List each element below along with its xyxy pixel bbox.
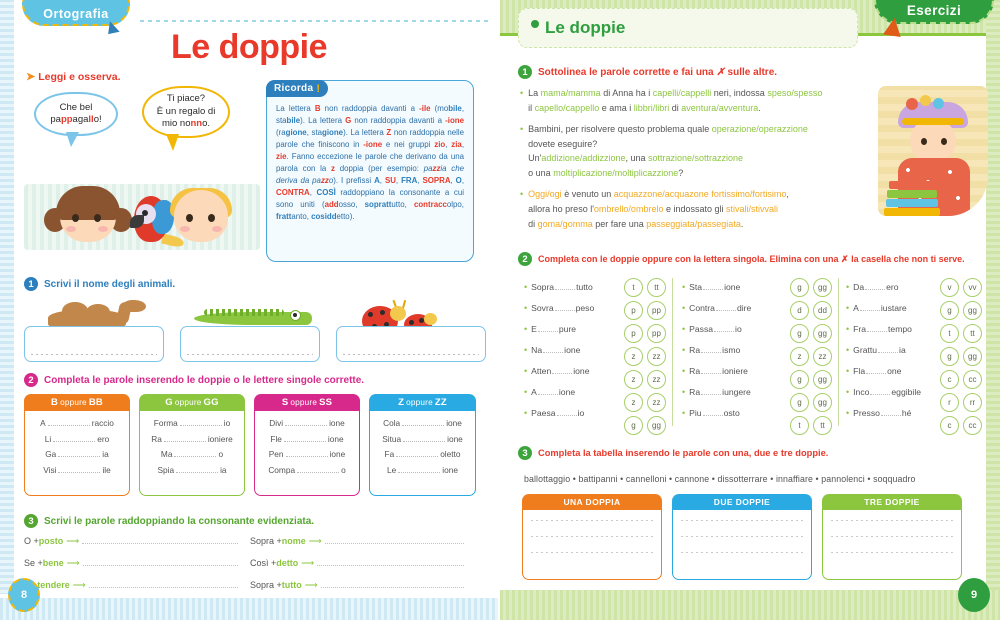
table-body-due-doppie[interactable]	[672, 510, 812, 580]
girl-eye-right	[94, 214, 101, 222]
doubles-table	[24, 394, 476, 496]
girl-cheek-right	[98, 226, 108, 232]
bullet-icon: •	[520, 189, 524, 200]
animal-input-2[interactable]	[180, 326, 320, 362]
doubles-column-s-header: S oppure SS	[254, 394, 360, 411]
ricorda-exclamation-icon: !	[316, 82, 321, 95]
word-pair-3[interactable]: Se + bene ⟶	[24, 556, 250, 569]
exercise-3-number-right: 3	[518, 446, 532, 460]
exercise-1-number: 1	[24, 277, 38, 291]
girl-eye-left	[72, 214, 79, 222]
girl-eye-right-right	[941, 138, 947, 145]
exercise-3-heading-left	[24, 514, 314, 528]
choice-single[interactable]: r	[940, 393, 959, 412]
ex2-column-1-choices	[624, 278, 666, 435]
ex2-column-2-choices	[790, 278, 832, 435]
word-pair-6[interactable]: Sopra + tutto ⟶	[250, 578, 476, 591]
list-item[interactable]: • Na ione	[524, 344, 581, 355]
doubles-column-g	[139, 394, 245, 496]
hat-flower-1	[906, 98, 918, 110]
choice-single[interactable]: v	[940, 278, 959, 297]
table-body-una-doppia[interactable]	[522, 510, 662, 580]
exercise-3-heading-right	[518, 446, 828, 460]
list-item[interactable]: • Inco eggibile	[846, 386, 922, 397]
exercise-1-heading-right	[518, 65, 777, 79]
boy-head	[174, 190, 228, 242]
hat-flower-2	[920, 95, 931, 106]
choice-double[interactable]: rr	[963, 393, 982, 412]
exercise-2-number: 2	[24, 373, 38, 387]
table-row: Forma io	[153, 418, 231, 428]
list-item[interactable]	[520, 187, 860, 231]
book-stack	[884, 178, 940, 216]
speech-bubble-girl: Che bel pappagallo!	[34, 92, 118, 136]
choice-double[interactable]: tt	[963, 324, 982, 343]
left-page-edge-gap	[14, 0, 17, 620]
exercise-1-title: Scrivi il nome degli animali.	[44, 278, 176, 290]
choice-double[interactable]: gg	[813, 393, 832, 412]
boy-eye-left	[186, 214, 193, 222]
animal-answer-boxes	[24, 300, 476, 362]
word-pair-2[interactable]: Sopra + nome ⟶	[250, 534, 476, 547]
table-row: Compa o	[268, 464, 346, 475]
choice-single[interactable]: d	[790, 301, 809, 320]
exercise-1-heading-left	[24, 277, 175, 291]
boy-eye-right	[208, 214, 215, 222]
left-page	[0, 0, 498, 620]
exercise-3-wordbank: ballottaggio • battipanni • cannelloni • cannone • dissotterrare • innaffiare • pannolenci • soqquadro	[524, 474, 916, 484]
choice-double[interactable]: tt	[813, 416, 832, 435]
exercise-3-row	[24, 534, 476, 547]
doubles-column-b-header: B oppure BB	[24, 394, 130, 411]
table-column-due-doppie	[672, 494, 812, 580]
table-row: A raccio	[40, 418, 114, 428]
list-item[interactable]: • Fla one	[846, 365, 902, 376]
list-item[interactable]: • A ione	[524, 386, 576, 397]
exercise-3-row	[24, 556, 476, 569]
choice-double[interactable]: pp	[647, 301, 666, 320]
left-page-edge-pattern	[0, 0, 14, 620]
doubles-classification-table	[522, 494, 962, 580]
left-page-bottom-pattern	[0, 598, 498, 620]
arrow-icon: ➤	[26, 71, 36, 83]
list-item[interactable]: • Atten ione	[524, 365, 590, 376]
right-page-title: Le doppie	[545, 18, 626, 37]
choice-double[interactable]: pp	[647, 324, 666, 343]
exercise-3-rows	[24, 534, 476, 600]
choice-single[interactable]: g	[790, 324, 809, 343]
exercise-3-row	[24, 578, 476, 591]
table-row: Ra ioniere	[151, 433, 233, 444]
ricorda-text: La lettera B non raddoppia davanti a -ile (mobile, stabile). La lettera G non raddoppia davanti a -ione (ragione, stagione). La lettera Z non raddoppia nelle parole che finiscono in -ione e nei gruppi zio, zia, zie. Fanno eccezione le parole che derivano da una parola con la z doppia (per esempio: pazzia che deriva da pazzo). I prefissi A, SU, FRA, SOPRA, O, CONTRA, COSÌ raddoppiano la consonante a cui sono uniti (addosso, soprattutto, contraccolpo, frattanto, cosiddetto).	[276, 104, 465, 222]
column-divider-1	[672, 278, 673, 426]
choice-single[interactable]: g	[790, 370, 809, 389]
list-item-text: Bambini, per risolvere questo problema quale operazione/operazzione dovete eseguire? Un'addizione/addizzione, una sottrazione/sottrazzione o una moltiplicazione/moltiplicazzione?	[528, 124, 808, 178]
choice-single[interactable]: p	[624, 301, 643, 320]
choice-single[interactable]: t	[940, 324, 959, 343]
choice-single[interactable]: g	[790, 278, 809, 297]
list-item-text: La mama/mamma di Anna ha i capelli/cappelli neri, indossa speso/spesso il capello/cappello e ama i libbri/libri di aventura/avventura.	[528, 88, 823, 113]
bullet-icon: •	[520, 88, 524, 98]
page-number-right: 9	[958, 578, 990, 612]
choice-double[interactable]: gg	[813, 324, 832, 343]
choice-double[interactable]: gg	[813, 278, 832, 297]
table-header-due-doppie: DUE DOPPIE	[672, 494, 812, 510]
exercise-2-heading-right	[518, 252, 965, 266]
choice-single[interactable]: t	[790, 416, 809, 435]
choice-single[interactable]: g	[940, 347, 959, 366]
list-item[interactable]	[520, 122, 860, 180]
table-row: Ma o	[160, 449, 224, 459]
list-item[interactable]: • Ra ioniere	[682, 365, 748, 376]
choice-single[interactable]: t	[624, 278, 643, 297]
speech-bubble-boy: Ti piace? È un regalo di mio nonno.	[142, 86, 230, 138]
exercise-2-number-right: 2	[518, 252, 532, 266]
choice-single[interactable]: z	[790, 347, 809, 366]
exercise-2-title-right: Completa con le doppie oppure con la lettera singola. Elimina con una ✗ la casella che non ti serve.	[538, 253, 965, 264]
table-row: Situa ione	[382, 433, 463, 444]
list-item[interactable]: • Sovra peso	[524, 302, 595, 313]
choice-single[interactable]: c	[940, 416, 959, 435]
ex2-column-1-words	[524, 276, 620, 423]
exercise-1-title-right: Sottolinea le parole corrette e fai una ✗ sulle altre.	[538, 66, 778, 78]
choice-double[interactable]: vv	[963, 278, 982, 297]
list-item[interactable]: • Ra ismo	[682, 344, 741, 355]
list-item[interactable]: • Presso hé	[846, 407, 912, 418]
choice-double[interactable]: gg	[963, 301, 982, 320]
exercise-2-heading-left	[24, 373, 364, 387]
tab-esercizi[interactable]	[874, 0, 994, 24]
choice-single[interactable]: g	[790, 393, 809, 412]
hat-flower-3	[933, 98, 944, 109]
choice-single[interactable]: z	[624, 347, 643, 366]
list-item[interactable]: • Ra iungere	[682, 386, 751, 397]
list-item-text: Oggi/ogi è venuto un acquazzone/acquazone fortissimo/fortisimo, allora ho preso l'ombrello/ombrelo e indossato gli stivali/stivvali di goma/gomma per fare una passeggiata/passegiata.	[528, 189, 789, 229]
list-item[interactable]	[520, 86, 860, 115]
choice-double[interactable]: zz	[813, 347, 832, 366]
table-body-tre-doppie[interactable]	[822, 510, 962, 580]
table-row: Le ione	[387, 464, 458, 475]
table-row: Cola ione	[383, 418, 462, 428]
animal-input-3[interactable]	[336, 326, 486, 362]
choice-single[interactable]: z	[624, 393, 643, 412]
exercise-1-number-right: 1	[518, 65, 532, 79]
page-title: Le doppie	[170, 28, 328, 66]
girl-eye-left-right	[921, 138, 927, 145]
column-divider-2	[838, 278, 839, 426]
table-row: Fa oletto	[384, 449, 461, 459]
choice-double[interactable]: cc	[963, 370, 982, 389]
list-item[interactable]: • Contra dire	[682, 302, 752, 313]
list-item[interactable]: • Piu osto	[682, 407, 740, 418]
choice-single[interactable]: z	[624, 370, 643, 389]
choice-double[interactable]: zz	[647, 393, 666, 412]
exercise-3-title-right: Completa la tabella inserendo le parole con una, due e tre doppie.	[538, 448, 829, 458]
page-number-left: 8	[8, 578, 40, 612]
word-pair-5[interactable]: tendere ⟶	[24, 578, 250, 591]
table-row: Visi ile	[43, 464, 111, 475]
tab-ortografia[interactable]	[22, 0, 130, 26]
list-item[interactable]: • Sta ione	[682, 281, 741, 292]
table-row: Divi ione	[269, 418, 345, 428]
doubles-column-z-header: Z oppure ZZ	[369, 394, 476, 411]
list-item[interactable]: • Paesa io	[524, 407, 585, 418]
tab-esercizi-label: Esercizi	[906, 3, 962, 18]
bullet-icon: •	[520, 124, 524, 135]
exercise-3-number: 3	[24, 514, 38, 528]
boy-cheek-left	[180, 226, 190, 232]
choice-double[interactable]: cc	[963, 416, 982, 435]
ricorda-tag-label: Ricorda	[274, 83, 314, 94]
ricorda-tag	[266, 80, 328, 97]
doubles-column-s-body[interactable]	[254, 411, 360, 496]
parrot-eye	[142, 210, 148, 216]
doubles-column-g-header: G oppure GG	[139, 394, 245, 411]
ex2-column-3-words	[846, 276, 944, 423]
exercise-1-items	[520, 86, 860, 238]
doubles-column-s	[254, 394, 360, 496]
list-item[interactable]: • Grattu ia	[846, 344, 906, 355]
ex2-column-3-choices	[940, 278, 982, 435]
table-header-tre-doppie: TRE DOPPIE	[822, 494, 962, 510]
header-dotted-divider	[140, 20, 492, 22]
choice-single[interactable]: g	[624, 416, 643, 435]
doubles-column-z	[369, 394, 476, 496]
girl-cheek-left	[66, 226, 76, 232]
choice-double[interactable]: zz	[647, 370, 666, 389]
table-row: Fle ione	[270, 433, 344, 444]
ex2-column-2-words	[682, 276, 790, 423]
list-item[interactable]: • A iustare	[846, 302, 907, 313]
bullet-dot-icon	[531, 20, 539, 28]
girl-hat-band	[902, 118, 964, 125]
choice-single[interactable]: p	[624, 324, 643, 343]
animal-input-1[interactable]	[24, 326, 164, 362]
list-item[interactable]: • Sopra tutto	[524, 281, 593, 292]
choice-double[interactable]: zz	[647, 347, 666, 366]
doubles-column-g-body[interactable]	[139, 411, 245, 496]
choice-double[interactable]: dd	[813, 301, 832, 320]
girl-with-books-illustration	[878, 86, 988, 216]
word-pair-1[interactable]: O + posto ⟶	[24, 534, 250, 547]
doubles-column-z-body[interactable]	[369, 411, 476, 496]
right-page	[500, 0, 1000, 620]
exercise-2-title: Completa le parole inserendo le doppie o le lettere singole corrette.	[44, 374, 365, 386]
choice-single[interactable]: c	[940, 370, 959, 389]
word-pair-4[interactable]: Così + detto ⟶	[250, 556, 476, 569]
read-prompt-label: Leggi e osserva.	[38, 71, 121, 83]
boy-cheek-right	[212, 226, 222, 232]
table-row: Li ero	[44, 433, 110, 444]
read-prompt	[26, 70, 121, 83]
list-item[interactable]: • E pure	[524, 323, 577, 334]
table-column-una-doppia	[522, 494, 662, 580]
table-row: Spia ia	[157, 464, 227, 475]
right-page-title-box	[518, 8, 858, 48]
list-item[interactable]: • Da ero	[846, 281, 899, 292]
choice-double[interactable]: gg	[963, 347, 982, 366]
illustration-children-parrot	[24, 135, 260, 250]
table-row: Ga ia	[45, 449, 109, 459]
doubles-column-b-body[interactable]	[24, 411, 130, 496]
choice-double[interactable]: tt	[647, 278, 666, 297]
choice-double[interactable]: gg	[813, 370, 832, 389]
right-page-bottom-pattern	[500, 590, 1000, 620]
table-row: Pen ione	[268, 449, 346, 459]
list-item[interactable]: • Passa io	[682, 323, 742, 334]
choice-single[interactable]: g	[940, 301, 959, 320]
doubles-column-b	[24, 394, 130, 496]
table-header-una-doppia: UNA DOPPIA	[522, 494, 662, 510]
table-column-tre-doppie	[822, 494, 962, 580]
ricorda-box	[266, 80, 474, 262]
tab-ortografia-label: Ortografia	[43, 7, 109, 21]
list-item[interactable]: • Fra tempo	[846, 323, 912, 334]
choice-double[interactable]: gg	[647, 416, 666, 435]
right-page-edge-pattern	[986, 0, 1000, 620]
exercise-3-title: Scrivi le parole raddoppiando la consonante evidenziata.	[44, 515, 315, 527]
